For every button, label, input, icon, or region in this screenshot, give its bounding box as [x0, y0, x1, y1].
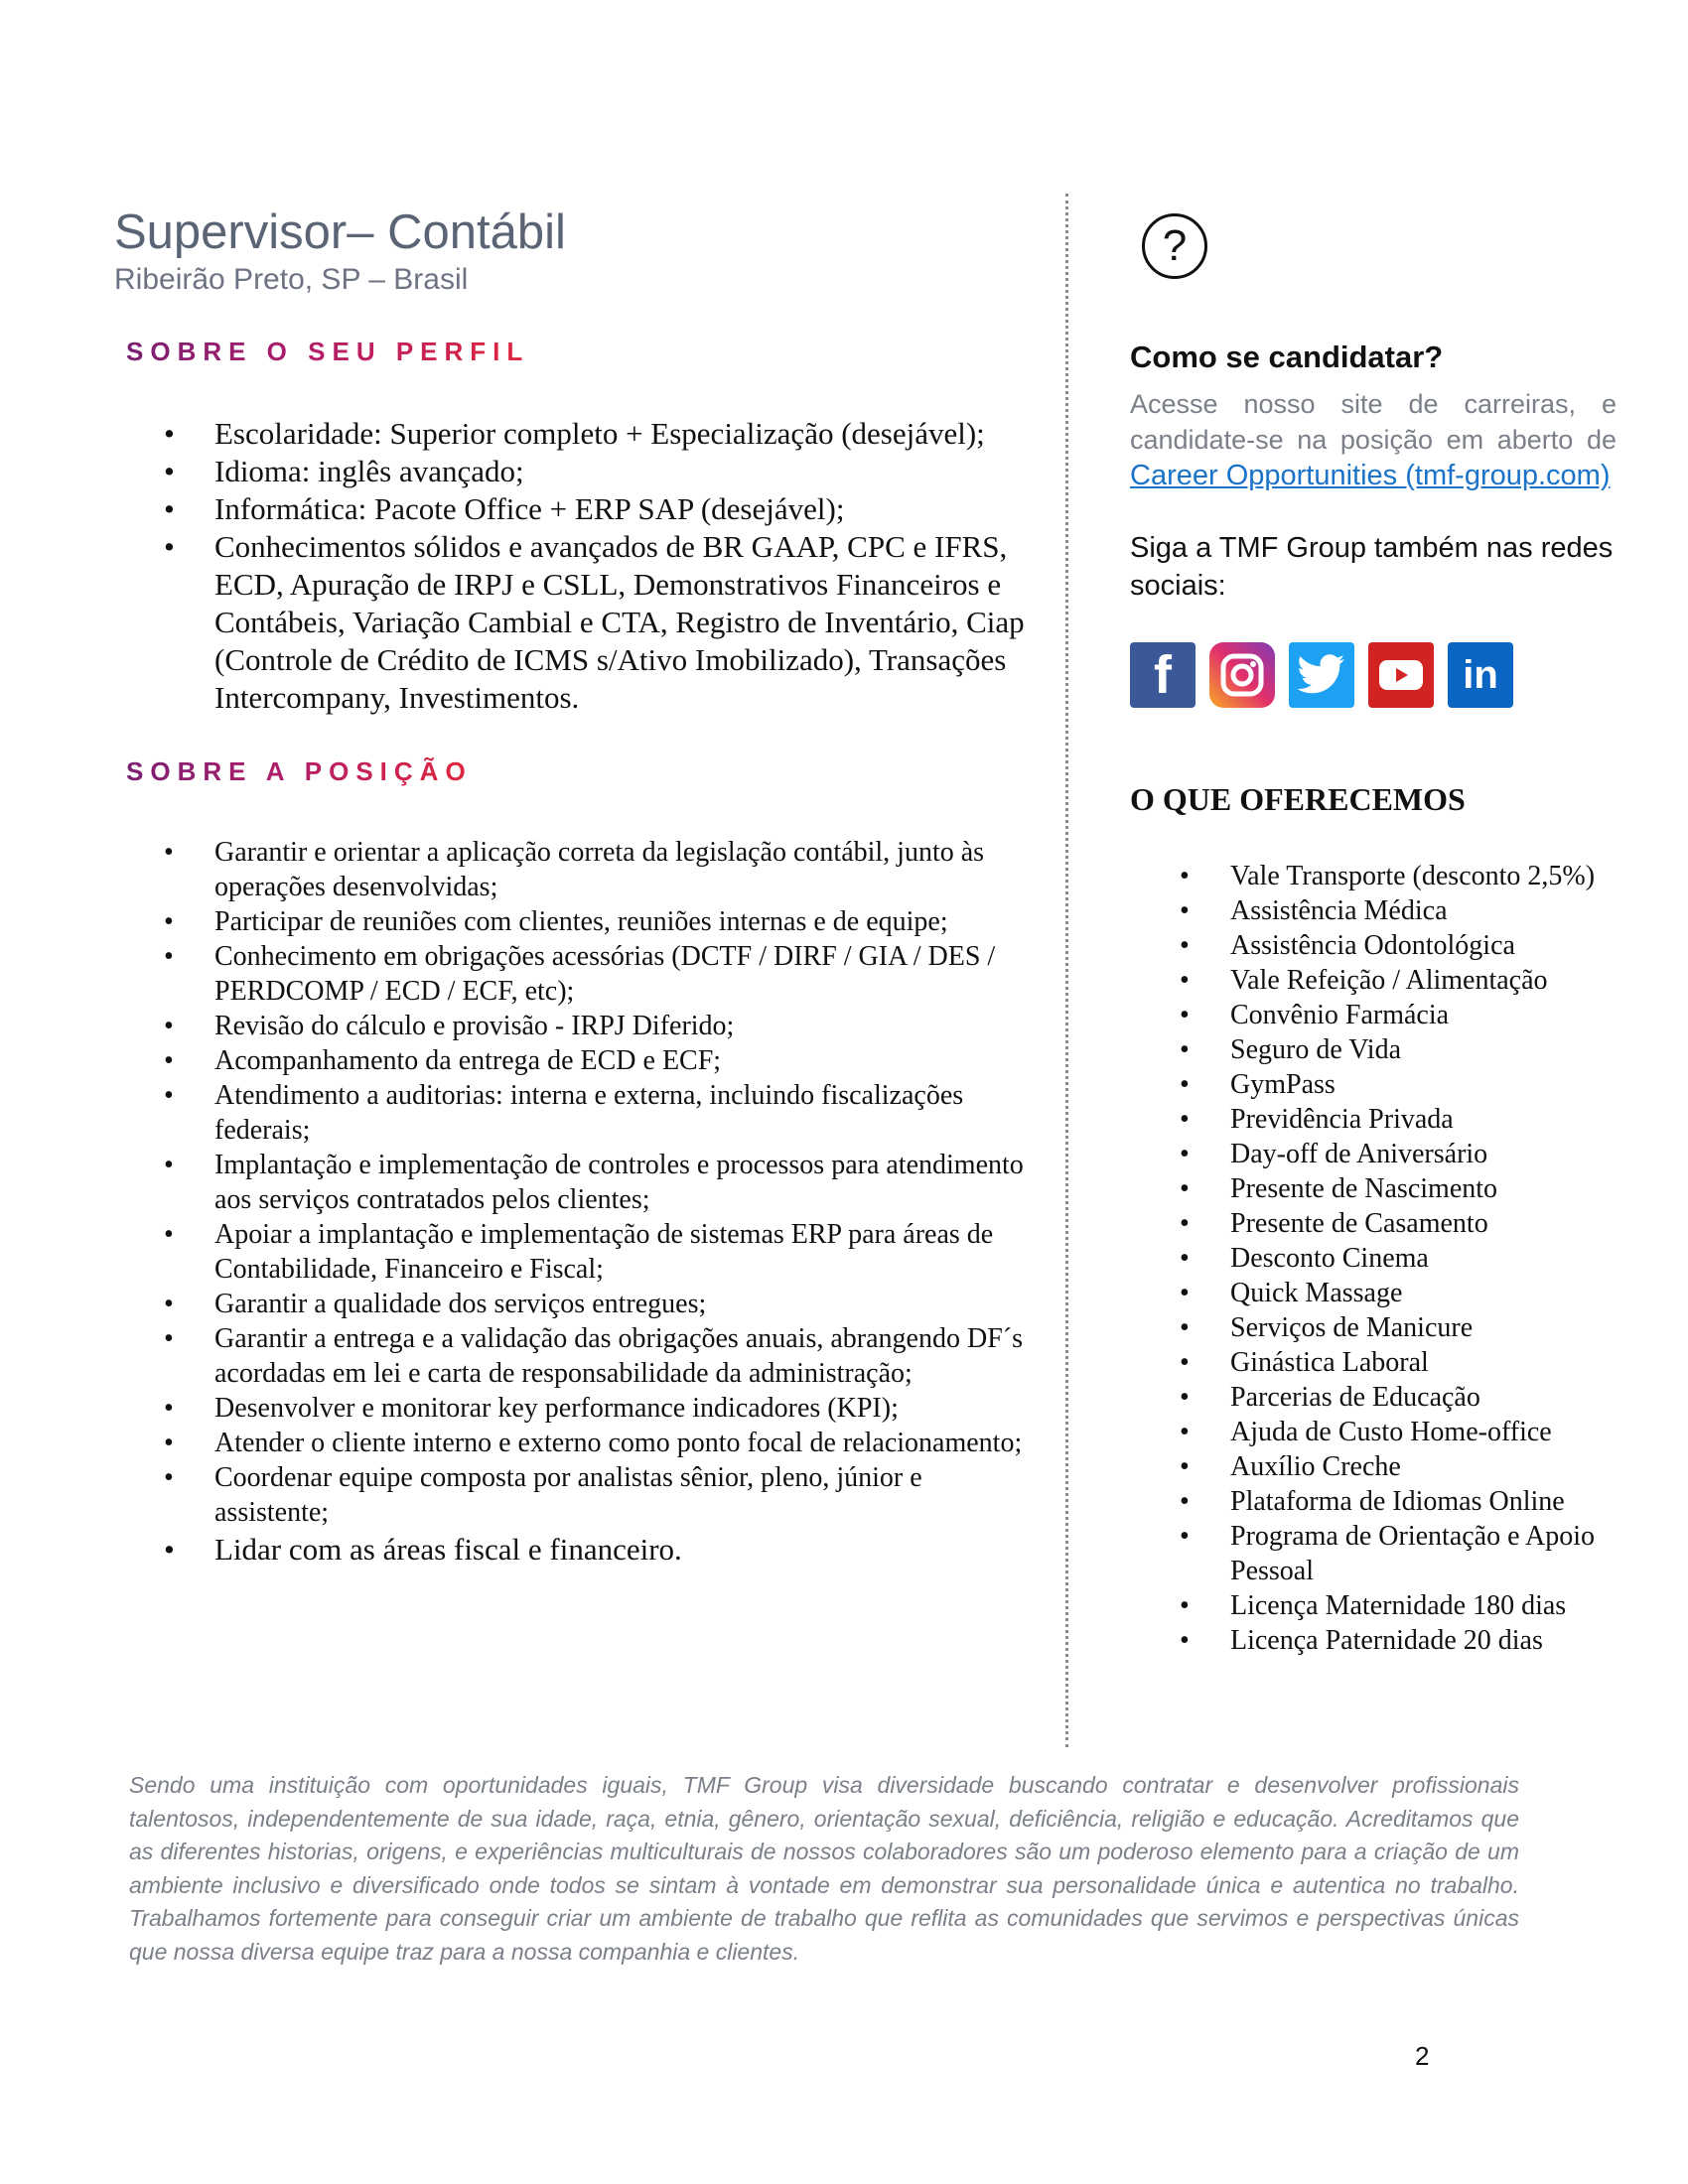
list-item: • Escolaridade: Superior completo + Especialização (desejável);: [114, 415, 1038, 453]
apply-title: Como se candidatar?: [1130, 340, 1444, 374]
facebook-icon[interactable]: f: [1130, 642, 1196, 708]
list-item: • Apoiar a implantação e implementação de sistemas ERP para áreas de Contabilidade, Financeiro e Fiscal;: [114, 1217, 1038, 1287]
twitter-icon[interactable]: [1289, 642, 1354, 708]
list-item: • Conhecimento em obrigações acessórias (DCTF / DIRF / GIA / DES / PERDCOMP / ECD / ECF, etc);: [114, 939, 1038, 1009]
list-item: • Conhecimentos sólidos e avançados de BR GAAP, CPC e IFRS, ECD, Apuração de IRPJ e CSLL, Demonstrativos Financeiros e Contábeis, Variação Cambial e CTA, Registro de Inventário, Ciap (Controle de Crédito de ICMS s/Ativo Imobilizado), Transações Intercompany, Investimentos.: [114, 528, 1038, 717]
apply-text: [1130, 386, 1617, 493]
list-item: • GymPass: [1130, 1067, 1617, 1102]
social-icons: [1130, 642, 1617, 708]
job-location: Ribeirão Preto, SP – Brasil: [114, 263, 469, 296]
list-item: • Seguro de Vida: [1130, 1032, 1617, 1067]
list-item: • Garantir a entrega e a validação das obrigações anuais, abrangendo DF´s acordadas em lei e carta de responsabilidade da administração;: [114, 1321, 1038, 1391]
list-item: • Garantir e orientar a aplicação correta da legislação contábil, junto às operações desenvolvidas;: [114, 835, 1038, 904]
list-item: • Idioma: inglês avançado;: [114, 453, 1038, 490]
instagram-icon[interactable]: [1209, 642, 1275, 708]
question-icon: ?: [1142, 213, 1207, 279]
list-item: • Plataforma de Idiomas Online: [1130, 1484, 1617, 1519]
list-item: • Serviços de Manicure: [1130, 1310, 1617, 1345]
list-item: • Day-off de Aniversário: [1130, 1137, 1617, 1171]
list-item: • Informática: Pacote Office + ERP SAP (desejável);: [114, 490, 1038, 528]
offer-list: [1130, 859, 1617, 1658]
page-number: 2: [1415, 2041, 1430, 2071]
list-item: • Vale Transporte (desconto 2,5%): [1130, 859, 1617, 893]
list-item: • Coordenar equipe composta por analistas sênior, pleno, júnior e assistente;: [114, 1460, 1038, 1530]
list-item: • Auxílio Creche: [1130, 1449, 1617, 1484]
profile-heading: SOBRE O SEU PERFIL: [126, 337, 530, 366]
list-item: • Assistência Médica: [1130, 893, 1617, 928]
list-item: • Assistência Odontológica: [1130, 928, 1617, 963]
list-item: • Desconto Cinema: [1130, 1241, 1617, 1276]
left-column: [114, 204, 1038, 1570]
list-item: • Quick Massage: [1130, 1276, 1617, 1310]
linkedin-icon[interactable]: in: [1448, 642, 1513, 708]
apply-description: Acesse nosso site de carreiras, e candidate-se na posição em aberto de: [1130, 389, 1617, 455]
list-item: • Ajuda de Custo Home-office: [1130, 1415, 1617, 1449]
career-opportunities-link[interactable]: Career Opportunities (tmf-group.com): [1130, 460, 1611, 491]
list-item: • Licença Paternidade 20 dias: [1130, 1623, 1617, 1658]
position-heading: SOBRE A POSIÇÃO: [126, 756, 473, 786]
offer-title: O QUE OFERECEMOS: [1130, 781, 1466, 817]
right-column: [1130, 213, 1617, 1658]
youtube-icon[interactable]: [1368, 642, 1434, 708]
profile-section: [114, 337, 1038, 717]
list-item: • Atendimento a auditorias: interna e externa, incluindo fiscalizações federais;: [114, 1078, 1038, 1148]
list-item: • Acompanhamento da entrega de ECD e ECF;: [114, 1043, 1038, 1078]
list-item: • Atender o cliente interno e externo como ponto focal de relacionamento;: [114, 1426, 1038, 1460]
list-item: • Previdência Privada: [1130, 1102, 1617, 1137]
position-section: [114, 756, 1038, 1570]
list-item: • Licença Maternidade 180 dias: [1130, 1588, 1617, 1623]
list-item: • Vale Refeição / Alimentação: [1130, 963, 1617, 998]
list-item: • Programa de Orientação e Apoio Pessoal: [1130, 1519, 1617, 1588]
list-item: • Garantir a qualidade dos serviços entregues;: [114, 1287, 1038, 1321]
list-item: • Ginástica Laboral: [1130, 1345, 1617, 1380]
column-divider: [1065, 194, 1068, 1747]
list-item: • Desenvolver e monitorar key performance indicadores (KPI);: [114, 1391, 1038, 1426]
list-item: • Parcerias de Educação: [1130, 1380, 1617, 1415]
list-item: • Implantação e implementação de controles e processos para atendimento aos serviços contratados pelos clientes;: [114, 1148, 1038, 1217]
list-item: • Presente de Nascimento: [1130, 1171, 1617, 1206]
list-item: • Revisão do cálculo e provisão - IRPJ Diferido;: [114, 1009, 1038, 1043]
list-item: • Participar de reuniões com clientes, reuniões internas e de equipe;: [114, 904, 1038, 939]
position-list: [114, 835, 1038, 1570]
social-text: Siga a TMF Group também nas redes sociais:: [1130, 532, 1614, 602]
list-item: • Convênio Farmácia: [1130, 998, 1617, 1032]
diversity-statement: Sendo uma instituição com oportunidades iguais, TMF Group visa diversidade buscando contratar e desenvolver profissionais talentosos, independentemente de sua idade, raça, etnia, gênero, orientação sexual, deficiência, religião e educação. Acreditamos que as diferentes historias, origens, e experiências multiculturais de nossos colaboradores são um poderoso elemento para a criação de um ambiente inclusivo e diversificado onde todos se sintam à vontade em demonstrar sua personalidade única e autentica no trabalho. Trabalhamos fortemente para conseguir criar um ambiente de trabalho que reflita as comunidades que servimos e perspectivas únicas que nossa diversa equipe traz para a nossa companhia e clientes.: [129, 1772, 1519, 1965]
list-item: • Lidar com as áreas fiscal e financeiro.: [114, 1530, 1038, 1570]
list-item: • Presente de Casamento: [1130, 1206, 1617, 1241]
profile-list: [114, 415, 1038, 717]
job-title: Supervisor– Contábil: [114, 205, 566, 259]
